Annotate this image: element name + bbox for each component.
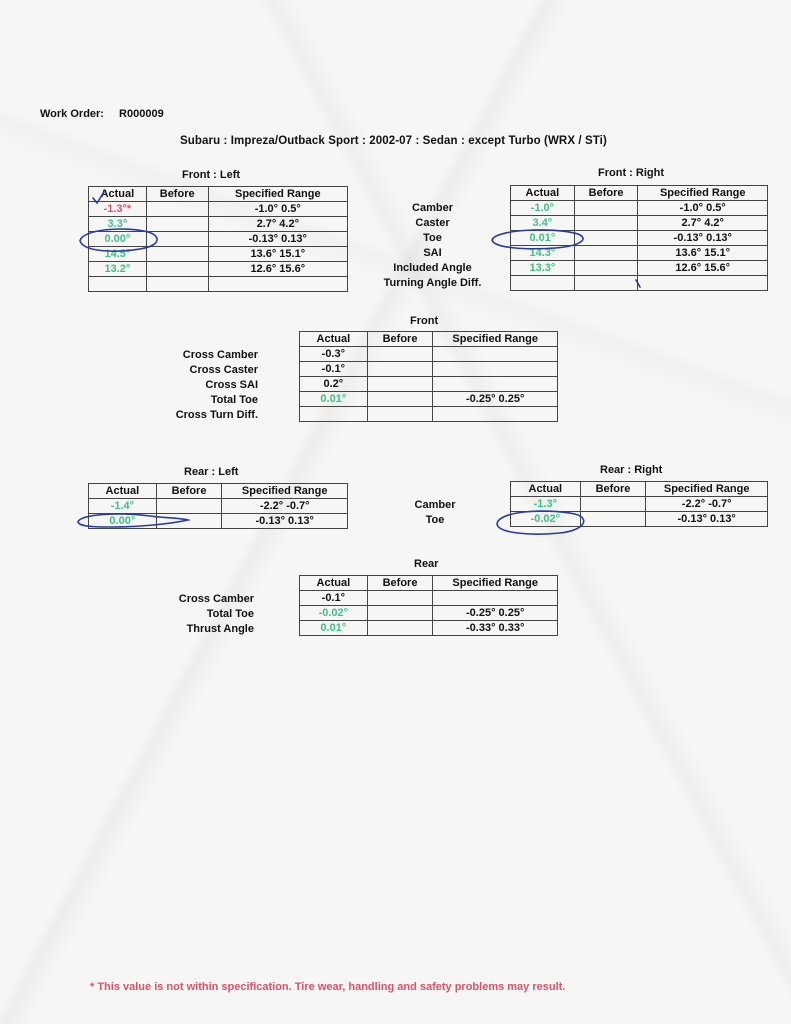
specified-range: 12.6° 15.6° — [208, 262, 347, 277]
actual-value: -1.4° — [89, 499, 157, 514]
table-row — [89, 499, 348, 514]
column-header-spec: Specified Range — [638, 186, 768, 201]
rear-right-title: Rear : Right — [600, 464, 663, 476]
front-cross-labels — [150, 348, 258, 423]
front-right-title: Front : Right — [598, 167, 664, 179]
table-row — [511, 497, 768, 512]
table-row — [89, 217, 348, 232]
table-row — [300, 606, 558, 621]
table-row — [511, 261, 768, 276]
table-row — [300, 407, 558, 422]
actual-value: 14.3° — [511, 246, 575, 261]
column-header-before: Before — [367, 332, 433, 347]
table-row — [89, 277, 348, 292]
front-measurement-labels — [365, 201, 500, 291]
rear-left-table — [88, 483, 348, 529]
table-row — [300, 591, 558, 606]
table-row — [89, 232, 348, 247]
actual-value: -0.02° — [300, 606, 368, 621]
before-value — [156, 514, 222, 529]
actual-value — [300, 407, 368, 422]
measurement-label: Cross SAI — [205, 379, 258, 391]
before-value — [367, 407, 433, 422]
specified-range: 2.7° 4.2° — [208, 217, 347, 232]
header-row — [89, 187, 348, 202]
table-row — [511, 512, 768, 527]
table-row — [300, 392, 558, 407]
front-left-title: Front : Left — [182, 169, 241, 181]
before-value — [146, 247, 208, 262]
specified-range: 2.7° 4.2° — [638, 216, 768, 231]
table-row — [511, 231, 768, 246]
column-header-actual: Actual — [511, 482, 581, 497]
specified-range: -1.0° 0.5° — [638, 201, 768, 216]
before-value — [574, 276, 638, 291]
measurement-label: Included Angle — [393, 262, 472, 274]
work-order-number: R000009 — [119, 108, 164, 120]
vehicle-description: Subaru : Impreza/Outback Sport : 2002-07 : Sedan : except Turbo (WRX / STi) — [180, 135, 607, 147]
column-header-actual: Actual — [89, 187, 147, 202]
actual-value: -0.1° — [300, 362, 368, 377]
before-value — [580, 497, 646, 512]
rear-cross-table — [299, 575, 558, 636]
before-value — [146, 277, 208, 292]
table-row — [89, 202, 348, 217]
table-row — [89, 262, 348, 277]
actual-value: 14.5° — [89, 247, 147, 262]
specified-range: -0.33° 0.33° — [433, 621, 558, 636]
footer-warning: * This value is not within specification. Tire wear, handling and safety problems may result. — [90, 981, 566, 993]
table-row — [89, 247, 348, 262]
column-header-actual: Actual — [300, 576, 368, 591]
rear-cross-title: Rear — [414, 558, 439, 570]
actual-value — [89, 277, 147, 292]
column-header-before: Before — [574, 186, 638, 201]
before-value — [580, 512, 646, 527]
table-row — [300, 377, 558, 392]
measurement-label: Cross Turn Diff. — [175, 409, 258, 421]
measurement-label: Toe — [423, 232, 442, 244]
front-cross-title: Front — [410, 315, 439, 327]
actual-value: 0.00° — [89, 514, 157, 529]
measurement-label: Cross Camber — [178, 593, 254, 605]
work-order — [40, 108, 164, 120]
header-row — [300, 576, 558, 591]
rear-cross-labels — [150, 592, 254, 637]
before-value — [574, 201, 638, 216]
measurement-label: Camber — [412, 202, 453, 214]
specified-range — [433, 591, 558, 606]
specified-range — [433, 377, 558, 392]
measurement-label: Cross Camber — [182, 349, 258, 361]
actual-value: -1.3° — [511, 497, 581, 512]
table-row — [300, 347, 558, 362]
before-value — [367, 377, 433, 392]
specified-range: 13.6° 15.1° — [208, 247, 347, 262]
measurement-label: Total Toe — [210, 394, 258, 406]
table-row — [89, 514, 348, 529]
before-value — [367, 591, 433, 606]
column-header-before: Before — [156, 484, 222, 499]
table-row — [511, 246, 768, 261]
measurement-label: Turning Angle Diff. — [383, 277, 482, 289]
table-row — [511, 276, 768, 291]
specified-range — [208, 277, 347, 292]
specified-range — [638, 276, 768, 291]
specified-range — [433, 347, 558, 362]
specified-range — [433, 362, 558, 377]
measurement-label: SAI — [423, 247, 442, 259]
actual-value: -1.0° — [511, 201, 575, 216]
specified-range: -0.13° 0.13° — [646, 512, 768, 527]
before-value — [146, 232, 208, 247]
column-header-actual: Actual — [511, 186, 575, 201]
actual-value: -0.1° — [300, 591, 368, 606]
measurement-label: Caster — [415, 217, 450, 229]
actual-value: -0.3° — [300, 347, 368, 362]
column-header-spec: Specified Range — [433, 576, 558, 591]
header-row — [511, 186, 768, 201]
before-value — [156, 499, 222, 514]
work-order-label: Work Order: — [40, 108, 104, 120]
table-row — [300, 621, 558, 636]
column-header-actual: Actual — [300, 332, 368, 347]
measurement-label: Total Toe — [206, 608, 254, 620]
actual-value: 0.01° — [511, 231, 575, 246]
front-left-table — [88, 186, 348, 292]
before-value — [367, 621, 433, 636]
specified-range: -1.0° 0.5° — [208, 202, 347, 217]
column-header-spec: Specified Range — [646, 482, 768, 497]
table-row — [511, 201, 768, 216]
column-header-spec: Specified Range — [433, 332, 558, 347]
specified-range: -0.13° 0.13° — [222, 514, 348, 529]
specified-range: -0.25° 0.25° — [433, 606, 558, 621]
actual-value: 0.01° — [300, 392, 368, 407]
front-right-table — [510, 185, 768, 291]
rear-measurement-labels — [395, 498, 475, 528]
specified-range: 12.6° 15.6° — [638, 261, 768, 276]
measurement-label: Camber — [414, 499, 456, 511]
front-cross-table — [299, 331, 558, 422]
before-value — [146, 202, 208, 217]
actual-value: -1.3°* — [89, 202, 147, 217]
header-row — [89, 484, 348, 499]
table-row — [511, 216, 768, 231]
measurement-label: Toe — [425, 514, 445, 526]
actual-value: -0.02° — [511, 512, 581, 527]
column-header-spec: Specified Range — [208, 187, 347, 202]
actual-value: 3.4° — [511, 216, 575, 231]
column-header-spec: Specified Range — [222, 484, 348, 499]
before-value — [146, 262, 208, 277]
column-header-before: Before — [580, 482, 646, 497]
header-row — [300, 332, 558, 347]
column-header-before: Before — [367, 576, 433, 591]
actual-value: 0.2° — [300, 377, 368, 392]
header-row — [511, 482, 768, 497]
specified-range: -0.13° 0.13° — [208, 232, 347, 247]
rear-left-title: Rear : Left — [184, 466, 239, 478]
rear-right-table — [510, 481, 768, 527]
before-value — [367, 362, 433, 377]
before-value — [574, 216, 638, 231]
actual-value: 3.3° — [89, 217, 147, 232]
column-header-before: Before — [146, 187, 208, 202]
before-value — [146, 217, 208, 232]
table-row — [300, 362, 558, 377]
before-value — [367, 392, 433, 407]
before-value — [367, 347, 433, 362]
measurement-label: Cross Caster — [189, 364, 258, 376]
actual-value: 0.00° — [89, 232, 147, 247]
actual-value: 13.3° — [511, 261, 575, 276]
specified-range: -2.2° -0.7° — [222, 499, 348, 514]
measurement-label: Thrust Angle — [186, 623, 254, 635]
before-value — [574, 246, 638, 261]
before-value — [367, 606, 433, 621]
column-header-actual: Actual — [89, 484, 157, 499]
specified-range: 13.6° 15.1° — [638, 246, 768, 261]
specified-range — [433, 407, 558, 422]
specified-range: -0.13° 0.13° — [638, 231, 768, 246]
before-value — [574, 261, 638, 276]
actual-value: 0.01° — [300, 621, 368, 636]
before-value — [574, 231, 638, 246]
specified-range: -2.2° -0.7° — [646, 497, 768, 512]
actual-value — [511, 276, 575, 291]
actual-value: 13.2° — [89, 262, 147, 277]
specified-range: -0.25° 0.25° — [433, 392, 558, 407]
